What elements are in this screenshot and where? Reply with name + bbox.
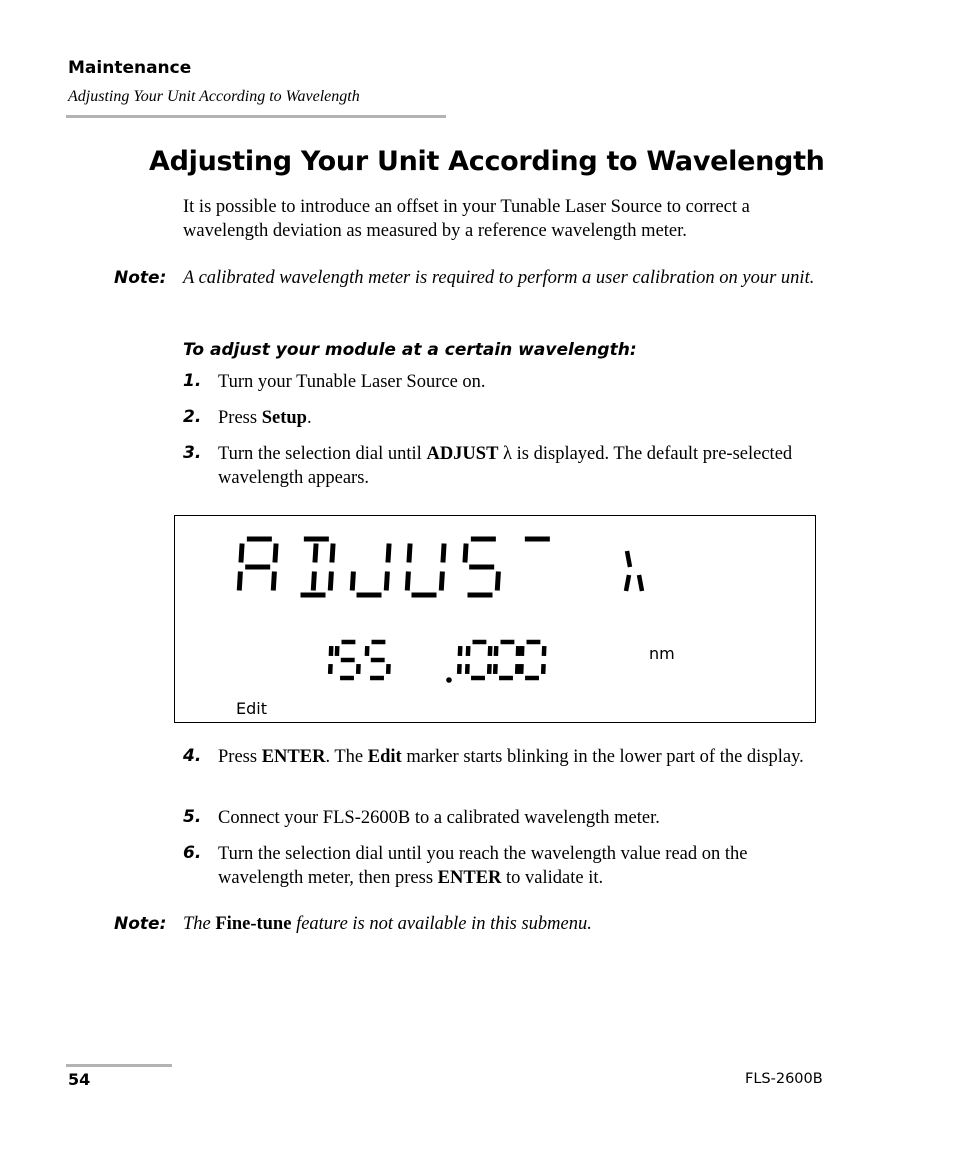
intro-paragraph: It is possible to introduce an offset in your Tunable Laser Source to correct a wavelength deviation as measured by a reference wavelength meter.: [183, 197, 750, 241]
step-text-part: to validate it.: [501, 868, 604, 888]
product-name: FLS-2600B: [745, 1071, 823, 1087]
lcd-char: [459, 646, 460, 674]
note-text-suffix: feature is not available in this submenu.: [291, 914, 592, 934]
step-text-part: Turn your Tunable Laser Source on.: [218, 372, 486, 392]
step-keyword: Setup: [261, 408, 307, 428]
lcd-segment: [407, 572, 408, 591]
step-number: 3.: [183, 443, 202, 463]
lcd-segment: [352, 572, 353, 591]
lcd-segment: [241, 544, 242, 563]
lcd-char: [521, 642, 544, 678]
step-keyword: ADJUST: [426, 444, 499, 464]
header-subsection: Adjusting Your Unit According to Wavelength: [68, 88, 360, 105]
lcd-segment: [273, 572, 274, 591]
lcd-char: [330, 646, 331, 674]
lcd-segment: [330, 572, 331, 591]
header-divider: [66, 115, 446, 118]
edit-marker: Edit: [236, 699, 267, 718]
page-number: 54: [68, 1070, 91, 1089]
lcd-char: [467, 642, 490, 678]
procedure-title: To adjust your module at a certain wavelength:: [183, 340, 637, 360]
step-text: [218, 842, 818, 890]
lcd-segment: [332, 544, 333, 563]
step-text-part: Press: [218, 747, 262, 767]
note-text: A calibrated wavelength meter is required to perform a user calibration on your unit.: [183, 268, 815, 288]
display-unit: nm: [649, 644, 675, 663]
step-text-part: .: [306, 408, 312, 428]
lcd-char: [239, 539, 276, 591]
lcd-char: [352, 544, 389, 596]
step-text-part: Press: [218, 408, 262, 428]
step-keyword: ENTER: [261, 747, 326, 767]
note-label: Note:: [114, 914, 167, 934]
lcd-char: [367, 642, 389, 678]
lcd-segment: [465, 544, 466, 563]
note-text: [183, 912, 823, 936]
step-number: 2.: [183, 407, 202, 427]
footer-divider: [66, 1064, 172, 1067]
lcd-char: [495, 642, 518, 678]
step-text: [218, 370, 818, 394]
lcd-segment: [275, 544, 276, 563]
note-text-prefix: The: [183, 914, 216, 934]
lcd-segment: [409, 544, 410, 563]
step-keyword: ENTER: [437, 868, 502, 888]
lcd-char: [626, 551, 642, 591]
step-number: 4.: [183, 746, 202, 766]
step-number: 5.: [183, 807, 202, 827]
lcd-segment: [313, 572, 314, 591]
fine-tune-term: Fine-tune: [215, 914, 292, 934]
lcd-segment: [446, 677, 452, 683]
step-text: [218, 442, 818, 490]
step-number: 6.: [183, 843, 202, 863]
lcd-segment: [386, 572, 387, 591]
lcd-segment: [627, 551, 630, 567]
lcd-char: [301, 539, 334, 595]
lcd-segment: [315, 544, 316, 563]
lcd-char: [337, 642, 359, 678]
lcd-segment: [626, 575, 629, 591]
lcd-segment: [441, 572, 442, 591]
note-label: Note:: [114, 268, 167, 288]
lcd-decimal-point: [446, 677, 452, 683]
lcd-segment: [497, 572, 498, 591]
lcd-readout: [175, 516, 815, 722]
step-text-part: Connect your FLS-2600B to a calibrated wavelength meter.: [218, 808, 660, 828]
lcd-segment: [639, 575, 642, 591]
display-panel: [174, 515, 816, 723]
step-text-part: Turn the selection dial until: [218, 444, 427, 464]
step-text: [218, 406, 818, 430]
page-title: Adjusting Your Unit According to Wavelength: [149, 146, 825, 177]
lcd-segment: [388, 544, 389, 563]
step-number: 1.: [183, 371, 202, 391]
step-text-part: λ is displayed. The default pre-selected wavelength appears.: [218, 444, 793, 488]
step-text-part: Turn the selection dial until you reach the wavelength value read on the wavelength meter, then press: [218, 844, 748, 888]
lcd-char: [407, 544, 444, 596]
lcd-segment: [443, 544, 444, 563]
step-text: [218, 745, 818, 769]
lcd-segment: [239, 572, 240, 591]
step-keyword: Edit: [367, 747, 402, 767]
step-text-part: marker starts blinking in the lower part of the display.: [401, 747, 804, 767]
step-text: [218, 806, 818, 830]
header-section: Maintenance: [68, 58, 192, 78]
lcd-char: [465, 539, 498, 595]
step-text-part: . The: [325, 747, 368, 767]
